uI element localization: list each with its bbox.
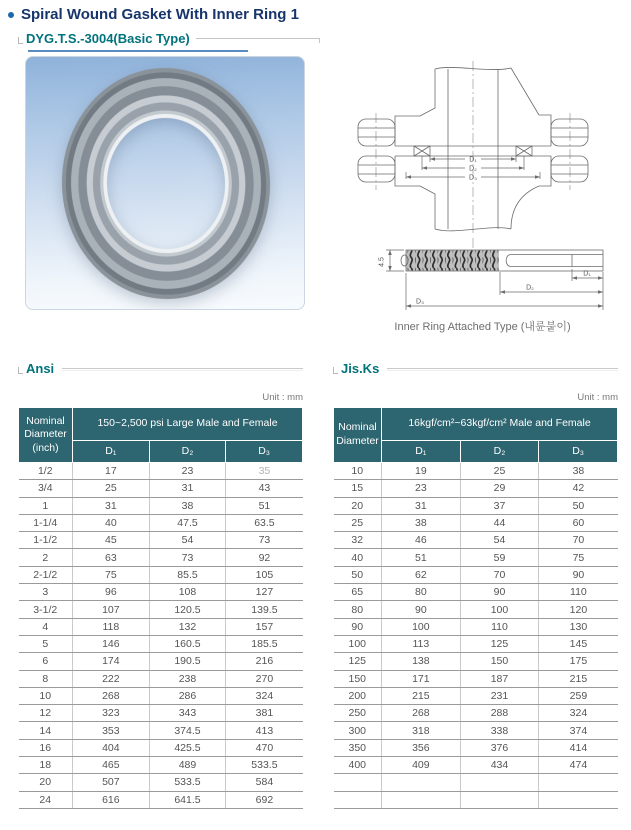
dimension-cell: 46 [382,532,461,549]
dimension-cell: 51 [226,497,303,514]
dimension-cell: 75 [539,549,618,566]
nominal-diameter-cell: 1-1/4 [19,514,73,531]
bullet-icon [8,12,14,18]
jis-section-title: Jis.Ks [341,361,380,376]
dimension-cell: 42 [539,480,618,497]
dimension-cell: 374 [539,722,618,739]
dimension-cell: 110 [539,584,618,601]
dimension-cell: 54 [149,532,226,549]
table-row [334,722,618,739]
dimension-cell: 414 [539,739,618,756]
table-row [19,739,303,756]
ansi-section-header [18,362,303,376]
table-row [19,722,303,739]
dimension-cell: 376 [460,739,539,756]
dimension-cell: 470 [226,739,303,756]
column-header-nominal-diameter: Nominal Diameter [334,408,382,463]
ansi-section-title: Ansi [26,361,55,376]
dimension-cell: 105 [226,566,303,583]
divider-line [62,368,303,371]
dimension-cell: 80 [382,584,461,601]
photo-highlight-line [28,50,248,52]
table-row [19,601,303,618]
dimension-cell: 324 [226,687,303,704]
table-row [334,601,618,618]
nominal-diameter-cell: 3-1/2 [19,601,73,618]
dimension-cell: 63.5 [226,514,303,531]
ansi-table-head [19,408,303,463]
dimension-cell: 641.5 [149,791,226,808]
table-row [334,653,618,670]
column-header-d2: D₂ [460,441,539,463]
dimension-cell: 73 [226,532,303,549]
dimension-cell: 268 [382,705,461,722]
table-row [19,774,303,791]
dimension-cell: 692 [226,791,303,808]
nominal-diameter-cell [334,791,382,808]
dimension-cell: 107 [73,601,150,618]
dimension-cell: 138 [382,653,461,670]
dimension-cell: 110 [460,618,539,635]
dimension-cell: 533.5 [226,757,303,774]
dimension-cell: 288 [460,705,539,722]
table-row [334,618,618,635]
dimension-cell: 96 [73,584,150,601]
dim-label-d1: D₁ [469,156,477,164]
table-row [334,566,618,583]
dimension-cell: 40 [73,514,150,531]
nominal-diameter-cell: 2 [19,549,73,566]
nominal-diameter-cell: 12 [19,705,73,722]
table-row [19,618,303,635]
dimension-cell: 187 [460,670,539,687]
dimension-cell: 92 [226,549,303,566]
dimension-cell: 37 [460,497,539,514]
nominal-diameter-cell [334,774,382,791]
nominal-diameter-cell: 20 [334,497,382,514]
dimension-cell: 489 [149,757,226,774]
dimension-cell: 62 [382,566,461,583]
nominal-diameter-cell: 250 [334,705,382,722]
dimension-cell: 216 [226,653,303,670]
dimension-cell: 120.5 [149,601,226,618]
nominal-diameter-cell: 1 [19,497,73,514]
table-row [334,549,618,566]
nominal-diameter-cell: 10 [334,463,382,480]
nominal-diameter-cell: 32 [334,532,382,549]
dimension-cell: 324 [539,705,618,722]
page-header [8,6,299,23]
technical-drawing [340,58,625,334]
column-header-d3: D₃ [226,441,303,463]
divider-line [387,368,618,371]
nominal-diameter-cell: 18 [19,757,73,774]
dimension-cell: 23 [149,463,226,480]
gasket-photo [25,56,305,310]
dimension-cell: 118 [73,618,150,635]
model-title: DYG.T.S.-3004(Basic Type) [26,31,190,46]
dimension-cell: 584 [226,774,303,791]
dimension-cell [460,791,539,808]
dimension-cell: 59 [460,549,539,566]
table-row [334,635,618,652]
dimension-cell: 25 [460,463,539,480]
flange-assembly-drawing [358,61,588,235]
dimension-cell: 190.5 [149,653,226,670]
column-header-d3: D₃ [539,441,618,463]
dimension-cell: 353 [73,722,150,739]
dimension-cell: 381 [226,705,303,722]
table-row [19,532,303,549]
dim-label-d3: D₃ [416,298,424,306]
nominal-diameter-cell: 65 [334,584,382,601]
table-row [19,514,303,531]
dimension-cell: 17 [73,463,150,480]
nominal-diameter-cell: 90 [334,618,382,635]
model-subtitle-row [18,31,320,46]
dim-label-d2: D₂ [526,284,534,292]
dim-label-d2: D₂ [469,165,477,173]
dimension-cell [382,791,461,808]
dimension-cell: 465 [73,757,150,774]
dimension-cell: 215 [539,670,618,687]
dimension-cell: 222 [73,670,150,687]
dimension-cell: 54 [460,532,539,549]
dimension-cell: 474 [539,757,618,774]
dimension-cell: 29 [460,480,539,497]
table-row [334,705,618,722]
jis-table [333,407,618,809]
dimension-cell: 85.5 [149,566,226,583]
column-header-pressure-class: 16kgf/cm²~63kgf/cm² Male and Female [382,408,618,441]
dimension-cell: 374.5 [149,722,226,739]
dimension-cell: 150 [460,653,539,670]
table-row [19,549,303,566]
dimension-cell: 19 [382,463,461,480]
table-row [19,791,303,808]
table-row [334,774,618,791]
drawing-caption: Inner Ring Attached Type (내륜붙이) [394,321,571,333]
nominal-diameter-cell: 1/2 [19,463,73,480]
dimension-cell: 44 [460,514,539,531]
dimension-cell: 127 [226,584,303,601]
dimension-cell: 90 [539,566,618,583]
dimension-cell: 268 [73,687,150,704]
dimension-cell: 404 [73,739,150,756]
dimension-cell: 409 [382,757,461,774]
nominal-diameter-cell: 10 [19,687,73,704]
dimension-cell: 51 [382,549,461,566]
dimension-cell: 356 [382,739,461,756]
jis-table-body [334,463,618,809]
table-row [334,739,618,756]
table-row [19,635,303,652]
dimension-cell: 175 [539,653,618,670]
table-row [334,480,618,497]
dimension-cell: 100 [460,601,539,618]
flange-drawing [340,58,625,316]
dimension-cell: 132 [149,618,226,635]
dimension-cell: 259 [539,687,618,704]
dim-label-d1: D₁ [583,270,591,278]
thickness-label: 4.5 [378,257,386,267]
table-row [334,757,618,774]
dimension-cell: 616 [73,791,150,808]
dimension-cell: 38 [149,497,226,514]
dimension-cell: 238 [149,670,226,687]
corner-bracket-icon [18,37,23,44]
nominal-diameter-cell: 125 [334,653,382,670]
gasket-ring-image [56,63,276,305]
table-row [334,463,618,480]
dimension-cell: 108 [149,584,226,601]
table-row [334,670,618,687]
jis-section [333,362,618,809]
dimension-cell: 25 [73,480,150,497]
table-row [334,497,618,514]
ansi-table-body [19,463,303,809]
dimension-cell: 507 [73,774,150,791]
table-row [334,514,618,531]
dimension-cell: 146 [73,635,150,652]
dimension-cell [460,774,539,791]
dimension-cell [539,774,618,791]
dimension-cell: 343 [149,705,226,722]
unit-label: Unit : mm [577,392,618,403]
corner-bracket-icon [18,367,23,374]
nominal-diameter-cell: 80 [334,601,382,618]
dimension-cell: 45 [73,532,150,549]
nominal-diameter-cell: 3 [19,584,73,601]
nominal-diameter-cell: 15 [334,480,382,497]
table-row [19,687,303,704]
dimension-cell: 157 [226,618,303,635]
dimension-cell: 73 [149,549,226,566]
nominal-diameter-cell: 2-1/2 [19,566,73,583]
nominal-diameter-cell: 16 [19,739,73,756]
dimension-cell: 31 [73,497,150,514]
nominal-diameter-cell: 6 [19,653,73,670]
dimension-cell: 90 [460,584,539,601]
column-header-nominal-diameter: Nominal Diameter (inch) [19,408,73,463]
nominal-diameter-cell: 50 [334,566,382,583]
nominal-diameter-cell: 24 [19,791,73,808]
nominal-diameter-cell: 14 [19,722,73,739]
dimension-cell [539,791,618,808]
dimension-cell: 70 [539,532,618,549]
table-row [19,757,303,774]
nominal-diameter-cell: 1-1/2 [19,532,73,549]
dimension-cell [382,774,461,791]
dimension-cell: 63 [73,549,150,566]
dimension-cell: 185.5 [226,635,303,652]
nominal-diameter-cell: 40 [334,549,382,566]
nominal-diameter-cell: 25 [334,514,382,531]
dimension-cell: 171 [382,670,461,687]
nominal-diameter-cell: 5 [19,635,73,652]
nominal-diameter-cell: 350 [334,739,382,756]
dimension-cell: 139.5 [226,601,303,618]
dimension-cell: 47.5 [149,514,226,531]
nominal-diameter-cell: 200 [334,687,382,704]
table-row [334,532,618,549]
column-header-pressure-class: 150~2,500 psi Large Male and Female [73,408,303,441]
jis-section-header [333,362,618,376]
dimension-cell: 318 [382,722,461,739]
unit-label: Unit : mm [262,392,303,403]
column-header-d1: D₁ [73,441,150,463]
table-row [19,497,303,514]
dimension-cell: 533.5 [149,774,226,791]
nominal-diameter-cell: 400 [334,757,382,774]
dimension-cell: 160.5 [149,635,226,652]
dimension-cell: 60 [539,514,618,531]
nominal-diameter-cell: 20 [19,774,73,791]
table-row [19,480,303,497]
nominal-diameter-cell: 100 [334,635,382,652]
dimension-cell: 145 [539,635,618,652]
dimension-cell: 23 [382,480,461,497]
table-row [19,653,303,670]
dimension-cell: 215 [382,687,461,704]
dimension-cell: 38 [382,514,461,531]
dim-label-d3: D₃ [469,174,477,182]
dimension-cell: 174 [73,653,150,670]
nominal-diameter-cell: 8 [19,670,73,687]
column-header-d1: D₁ [382,441,461,463]
dimension-cell: 50 [539,497,618,514]
dimension-cell: 43 [226,480,303,497]
dimension-cell: 70 [460,566,539,583]
corner-bracket-icon [333,367,338,374]
nominal-diameter-cell: 150 [334,670,382,687]
dimension-cell: 31 [382,497,461,514]
dimension-cell: 90 [382,601,461,618]
dimension-cell: 38 [539,463,618,480]
table-row [19,670,303,687]
divider-line [196,38,320,43]
dimension-cell: 425.5 [149,739,226,756]
dimension-cell: 323 [73,705,150,722]
dimension-cell: 270 [226,670,303,687]
ansi-table [18,407,303,809]
table-row [334,584,618,601]
jis-table-head [334,408,618,463]
table-row [334,791,618,808]
page-title: Spiral Wound Gasket With Inner Ring 1 [21,6,299,23]
dimension-cell: 35 [226,463,303,480]
column-header-d2: D₂ [149,441,226,463]
nominal-diameter-cell: 3/4 [19,480,73,497]
nominal-diameter-cell: 4 [19,618,73,635]
table-row [19,705,303,722]
dimension-cell: 286 [149,687,226,704]
dimension-cell: 338 [460,722,539,739]
dimension-cell: 231 [460,687,539,704]
dimension-cell: 113 [382,635,461,652]
dimension-cell: 75 [73,566,150,583]
gasket-section-drawing [379,238,604,310]
dimension-cell: 31 [149,480,226,497]
nominal-diameter-cell: 300 [334,722,382,739]
dimension-cell: 413 [226,722,303,739]
table-row [19,463,303,480]
dimension-cell: 125 [460,635,539,652]
table-row [19,566,303,583]
dimension-cell: 100 [382,618,461,635]
dimension-cell: 120 [539,601,618,618]
table-row [19,584,303,601]
dimension-cell: 434 [460,757,539,774]
table-row [334,687,618,704]
dimension-cell: 130 [539,618,618,635]
ansi-section [18,362,303,809]
